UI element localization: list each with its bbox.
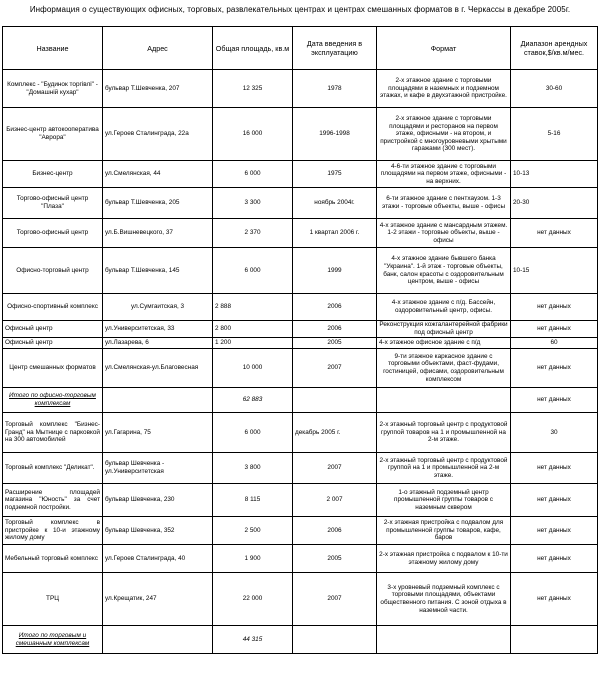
cell-address: ул.Университетская, 33 xyxy=(103,321,213,338)
cell-name: Торговый комплекс "Бизнес-Гранд" на Мытнице с парковкой на 300 автомобилей xyxy=(3,413,103,453)
cell-format: 2-х этажный торговый центр с продуктовой группой товаров на 1 и промышленной на 2-м этаже. xyxy=(377,413,511,453)
table-row xyxy=(3,517,598,545)
table-row xyxy=(3,188,598,219)
cell-rent: нет данных xyxy=(511,484,598,517)
cell-area: 44 315 xyxy=(213,626,293,654)
cell-date: 2005 xyxy=(293,545,377,573)
cell-area: 2 370 xyxy=(213,219,293,248)
cell-format: 4-6-ти этажное здание с торговыми площадями на первом этаже, офисными - на верхних. xyxy=(377,161,511,188)
cell-name: Торговый комплекс "Деликат". xyxy=(3,453,103,484)
table-row xyxy=(3,108,598,161)
table-row xyxy=(3,321,598,338)
cell-date: 1 квартал 2006 г. xyxy=(293,219,377,248)
page-title: Информация о существующих офисных, торговых, развлекательных центрах и центрах смешанных форматов в г. Черкассы в декабре 2005г. xyxy=(29,5,571,14)
cell-date: 2006 xyxy=(293,294,377,321)
cell-address: ул.Смелянская-ул.Благовесная xyxy=(103,349,213,388)
cell-rent: нет данных xyxy=(511,294,598,321)
cell-format: 4-х этажное здание с мансардным этажем. 1-2 этажи - торговые объекты, выше - офисы xyxy=(377,219,511,248)
cell-address: бульвар Т.Шевченка, 205 xyxy=(103,188,213,219)
cell-rent: нет данных xyxy=(511,349,598,388)
column-header-format: Формат xyxy=(377,27,511,70)
cell-area: 2 500 xyxy=(213,517,293,545)
cell-address: бульвар Шевченка - ул.Университетская xyxy=(103,453,213,484)
cell-address xyxy=(103,626,213,654)
table-row xyxy=(3,338,598,349)
cell-name: Торговый комплекс в пристройке к 10-и этажному жилому дому xyxy=(3,517,103,545)
cell-area: 8 115 xyxy=(213,484,293,517)
cell-name: ТРЦ xyxy=(3,573,103,626)
cell-address: ул.Крещатик, 247 xyxy=(103,573,213,626)
cell-rent: нет данных xyxy=(511,453,598,484)
table-row xyxy=(3,248,598,294)
cell-name: Торгово-офисный центр xyxy=(3,219,103,248)
cell-date xyxy=(293,388,377,413)
cell-format: 1-о этажный подземный центр промышленной группы товаров с наземным сквером xyxy=(377,484,511,517)
cell-name: Офисно-торговый центр xyxy=(3,248,103,294)
column-header-address: Адрес xyxy=(103,27,213,70)
cell-rent: 60 xyxy=(511,338,598,349)
cell-name: Мебельный торговый комплекс xyxy=(3,545,103,573)
cell-format: 2-х этажное здание с торговыми площадями и ресторанов на первом этаже, офисными - на втором, и пристройкой с многоуровневыми хрытыми гаражами (300 мест). xyxy=(377,108,511,161)
cell-name: Офисный центр xyxy=(3,321,103,338)
cell-name: Итого по офисно-торговым комплексам xyxy=(3,388,103,413)
cell-area: 3 300 xyxy=(213,188,293,219)
cell-area: 1 900 xyxy=(213,545,293,573)
cell-date: 1975 xyxy=(293,161,377,188)
cell-format xyxy=(377,388,511,413)
cell-address: ул.Б.Вишневецкого, 37 xyxy=(103,219,213,248)
column-header-area: Общая площадь, кв.м xyxy=(213,27,293,70)
cell-format: 4-х этажное здание с п/д. Бассейн, оздоровительный центр, офисы. xyxy=(377,294,511,321)
cell-rent: 20-30 xyxy=(511,188,598,219)
cell-rent: нет данных xyxy=(511,388,598,413)
cell-name: Офисный центр xyxy=(3,338,103,349)
header-row xyxy=(3,27,598,70)
cell-name: Комплекс - "Будинок торгівлі" - "Домашній кухар" xyxy=(3,70,103,108)
table-row xyxy=(3,573,598,626)
subtotal-row xyxy=(3,388,598,413)
cell-date: 2005 xyxy=(293,338,377,349)
cell-format xyxy=(377,626,511,654)
cell-rent: 30 xyxy=(511,413,598,453)
cell-rent: нет данных xyxy=(511,517,598,545)
table-row xyxy=(3,453,598,484)
cell-date: 1996-1998 xyxy=(293,108,377,161)
cell-address: бульвар Шевченка, 230 xyxy=(103,484,213,517)
cell-address: ул.Смелянская, 44 xyxy=(103,161,213,188)
cell-name: Бизнес-центр xyxy=(3,161,103,188)
cell-name: Торгово-офисный центр "Плаза" xyxy=(3,188,103,219)
cell-format: 2-х этажная пристройка с подвалом к 10-ти этажному жилому дому xyxy=(377,545,511,573)
cell-area: 2 800 xyxy=(213,321,293,338)
subtotal-row xyxy=(3,626,598,654)
table-row xyxy=(3,70,598,108)
table-row xyxy=(3,294,598,321)
cell-address: бульвар Шевченка, 352 xyxy=(103,517,213,545)
cell-name: Итого по торговым и смешанным комплексам xyxy=(3,626,103,654)
cell-area: 10 000 xyxy=(213,349,293,388)
cell-address: ул.Лазарева, 6 xyxy=(103,338,213,349)
cell-format: Реконструкция кожгалантерейной фабрики под офисный центр xyxy=(377,321,511,338)
cell-rent: 30-60 xyxy=(511,70,598,108)
cell-rent: нет данных xyxy=(511,573,598,626)
cell-area: 16 000 xyxy=(213,108,293,161)
table-row xyxy=(3,161,598,188)
cell-address: ул.Героев Сталинграда, 40 xyxy=(103,545,213,573)
cell-format: 2-х этажный торговый центр с продуктовой группой на 1 и промышленной на 2-м этаже. xyxy=(377,453,511,484)
cell-name: Бизнес-центр автокооператива "Аврора" xyxy=(3,108,103,161)
table-row xyxy=(3,219,598,248)
cell-date: 2006 xyxy=(293,517,377,545)
shopping-centers-table xyxy=(2,26,598,654)
cell-rent: 10-15 xyxy=(511,248,598,294)
cell-name: Офисно-спортивный комплекс xyxy=(3,294,103,321)
cell-address: ул.Сумгаитская, 3 xyxy=(103,294,213,321)
cell-area: 6 000 xyxy=(213,248,293,294)
cell-name: Расширение площадей магазина "Юность" за счет подземной постройки. xyxy=(3,484,103,517)
cell-format: 4-х этажное офисное здание с п/д xyxy=(377,338,511,349)
cell-rent: 5-16 xyxy=(511,108,598,161)
cell-area: 12 325 xyxy=(213,70,293,108)
cell-address: ул.Гагарина, 75 xyxy=(103,413,213,453)
cell-area: 2 888 xyxy=(213,294,293,321)
cell-format: 2-х этажная пристройка с подвалом для промышленной группы товаров, кафе, баров xyxy=(377,517,511,545)
cell-date: 2007 xyxy=(293,453,377,484)
table-row xyxy=(3,484,598,517)
cell-rent: нет данных xyxy=(511,321,598,338)
cell-date: 2007 xyxy=(293,349,377,388)
cell-date: декабрь 2005 г. xyxy=(293,413,377,453)
cell-format: 2-х этажное здание с торговыми площадями в наземных и подземном этажах, и кафе в двухэтажной пристройке. xyxy=(377,70,511,108)
cell-address: ул.Героев Сталинграда, 22а xyxy=(103,108,213,161)
cell-address: бульвар Т.Шевченка, 207 xyxy=(103,70,213,108)
cell-date: 2007 xyxy=(293,573,377,626)
cell-format: 9-ти этажное каркасное здание с торговыми объектами, фаст-фудами, гостиницей, офисами, оздоровительным комплексом xyxy=(377,349,511,388)
cell-format: 6-ти этажное здание с пентхаузом. 1-3 этажи - торговые объекты, выше - офисы xyxy=(377,188,511,219)
cell-date: ноябрь 2004г. xyxy=(293,188,377,219)
column-header-date: Дата введения в эксплуатацию xyxy=(293,27,377,70)
cell-format: 4-х этажное здание бывшего банка "Украина". 1-й этаж - торговые объекты, банк, салон красоты с оздоровительным центром, выше - офисы xyxy=(377,248,511,294)
cell-rent: 10-13 xyxy=(511,161,598,188)
cell-area: 22 000 xyxy=(213,573,293,626)
cell-name: Центр смешанных форматов xyxy=(3,349,103,388)
cell-date: 1978 xyxy=(293,70,377,108)
cell-address xyxy=(103,388,213,413)
cell-date xyxy=(293,626,377,654)
cell-area: 1 200 xyxy=(213,338,293,349)
cell-area: 6 000 xyxy=(213,413,293,453)
cell-date: 2 007 xyxy=(293,484,377,517)
cell-date: 1999 xyxy=(293,248,377,294)
cell-rent: нет данных xyxy=(511,545,598,573)
table-row xyxy=(3,349,598,388)
cell-address: бульвар Т.Шевченка, 145 xyxy=(103,248,213,294)
cell-format: 3-х уровневый подземный комплекс с торговыми площадями, объектами общественного питания. С зоной отдыха в наземной части. xyxy=(377,573,511,626)
cell-area: 6 000 xyxy=(213,161,293,188)
cell-area: 3 800 xyxy=(213,453,293,484)
table-row xyxy=(3,545,598,573)
column-header-name: Название xyxy=(3,27,103,70)
cell-rent xyxy=(511,626,598,654)
cell-area: 62 883 xyxy=(213,388,293,413)
table-row xyxy=(3,413,598,453)
cell-rent: нет данных xyxy=(511,219,598,248)
cell-date: 2006 xyxy=(293,321,377,338)
column-header-rent: Диапазон арендных ставок,$/кв.м/мес. xyxy=(511,27,598,70)
